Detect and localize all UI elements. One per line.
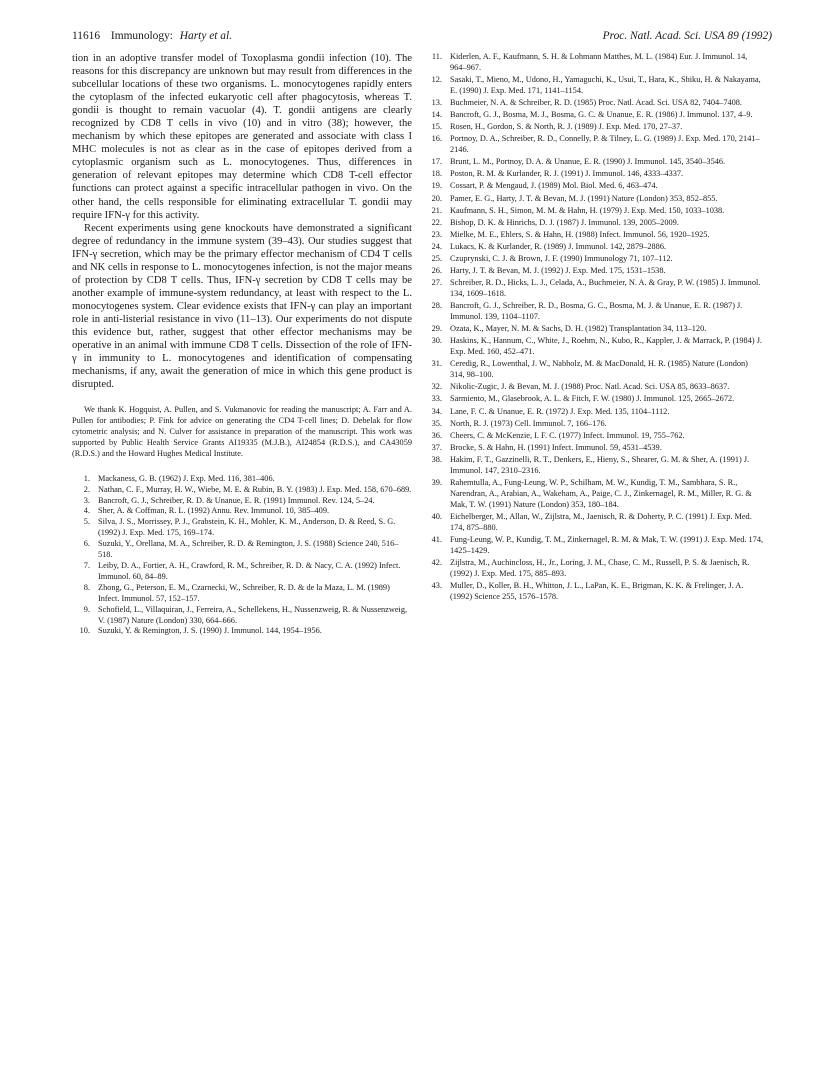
reference-item (424, 254, 764, 265)
reference-number: 43. (431, 580, 442, 590)
journal-citation: Proc. Natl. Acad. Sci. USA 89 (1992) (602, 30, 772, 42)
reference-item (424, 394, 764, 405)
reference-item (424, 419, 764, 430)
reference-item (424, 181, 764, 192)
reference-text: Kaufmann, S. H., Simon, M. M. & Hahn, H. (1979) J. Exp. Med. 150, 1033–1038. (450, 205, 725, 215)
page-number: 11616 (72, 30, 101, 42)
reference-text: Muller, D., Koller, B. H., Whitton, J. L., LaPan, K. E., Brigman, K. K. & Frelinger, J. A. (1992) Science 255, 1576–1578. (450, 580, 744, 601)
reference-text: Lukacs, K. & Kurlander, R. (1989) J. Immunol. 142, 2879–2886. (450, 241, 667, 251)
left-column (72, 52, 412, 637)
reference-item (424, 134, 764, 156)
reference-number: 18. (431, 169, 442, 179)
reference-item (424, 558, 764, 580)
right-column-references (424, 52, 764, 604)
reference-number: 35. (431, 418, 442, 428)
reference-text: Schreiber, R. D., Hicks, L. J., Celada, A., Buchmeier, N. A. & Gray, P. W. (1985) J. Immunol. 134, 1609–1618. (450, 278, 761, 299)
reference-number: 9. (83, 604, 90, 614)
reference-number: 21. (431, 205, 442, 215)
reference-text: Cheers, C. & McKenzie, I. F. C. (1977) Infect. Immunol. 19, 755–762. (450, 430, 685, 440)
reference-number: 16. (431, 134, 442, 144)
reference-number: 29. (431, 324, 442, 334)
reference-item (424, 382, 764, 393)
reference-item (72, 506, 412, 517)
reference-item (424, 242, 764, 253)
reference-item (424, 478, 764, 511)
reference-text: Nathan, C. F., Murray, H. W., Wiebe, M. E. & Rubin, B. Y. (1983) J. Exp. Med. 158, 670–689. (98, 484, 412, 494)
reference-number: 32. (431, 382, 442, 392)
reference-number: 14. (431, 110, 442, 120)
reference-text: Czuprynski, C. J. & Brown, J. F. (1990) Immunology 71, 107–112. (450, 254, 673, 264)
reference-text: Sher, A. & Coffman, R. L. (1992) Annu. Rev. Immunol. 10, 385–409. (98, 506, 330, 516)
reference-text: Bishop, D. K. & Hinrichs, D. J. (1987) J. Immunol. 139, 2005–2009. (450, 217, 679, 227)
reference-item (424, 206, 764, 217)
reference-item (424, 75, 764, 97)
reference-item (424, 336, 764, 358)
reference-item (72, 474, 412, 485)
reference-number: 24. (431, 241, 442, 251)
reference-text: Cossart, P. & Mengaud, J. (1989) Mol. Biol. Med. 6, 463–474. (450, 181, 658, 191)
reference-number: 20. (431, 193, 442, 203)
reference-number: 40. (431, 511, 442, 521)
reference-text: Bancroft, G. J., Bosma, M. J., Bosma, G. C. & Unanue, E. R. (1986) J. Immunol. 137, 4–9. (450, 110, 753, 120)
section-label: Immunology: (110, 30, 173, 42)
reference-number: 28. (431, 301, 442, 311)
reference-number: 31. (431, 359, 442, 369)
reference-item (72, 517, 412, 539)
reference-text: Zhong, G., Peterson, E. M., Czarnecki, W., Schreiber, R. D. & de la Maza, L. M. (1989) Infect. Immunol. 57, 152–157. (98, 582, 390, 603)
reference-text: Sarmiento, M., Glasebrook, A. L. & Fitch, F. W. (1980) J. Immunol. 125, 2665–2672. (450, 394, 735, 404)
reference-item (424, 407, 764, 418)
reference-item (424, 535, 764, 557)
reference-text: Mielke, M. E., Ehlers, S. & Hahn, H. (1988) Infect. Immunol. 56, 1920–1925. (450, 229, 710, 239)
reference-text: Poston, R. M. & Kurlander, R. J. (1991) J. Immunol. 146, 4333–4337. (450, 169, 684, 179)
reference-item (72, 485, 412, 496)
reference-number: 15. (431, 122, 442, 132)
reference-text: Rahemtulla, A., Fung-Leung, W. P., Schilham, M. W., Kundig, T. M., Sambhara, S. R., Narendran, A., Arabian, A., Wakeham, A., Paige, C. J., Zinkernagel, R. M., Miller, R. G. & Mak, T. W. (1991) Nature (London) 353, 180–184. (450, 477, 752, 509)
reference-text: Ozata, K., Mayer, N. M. & Sachs, D. H. (1982) Transplantation 34, 113–120. (450, 324, 707, 334)
reference-number: 33. (431, 394, 442, 404)
reference-text: Suzuki, Y. & Remington, J. S. (1990) J. Immunol. 144, 1954–1956. (98, 626, 322, 636)
reference-list-left (72, 474, 412, 638)
reference-text: Fung-Leung, W. P., Kundig, T. M., Zinkernagel, R. M. & Mak, T. W. (1991) J. Exp. Med. 174, 1425–1429. (450, 534, 764, 555)
reference-item (424, 98, 764, 109)
reference-number: 6. (83, 539, 90, 549)
reference-item (72, 626, 412, 637)
reference-text: Buchmeier, N. A. & Schreiber, R. D. (1985) Proc. Natl. Acad. Sci. USA 82, 7404–7408. (450, 98, 742, 107)
reference-number: 5. (83, 517, 90, 527)
reference-text: Nikolic-Zugic, J. & Bevan, M. J. (1988) Proc. Natl. Acad. Sci. USA 85, 8633–8637. (450, 382, 730, 392)
reference-item (424, 230, 764, 241)
reference-text: Suzuki, Y., Orellana, M. A., Schreiber, R. D. & Remington, J. S. (1988) Science 240, 516–518. (98, 539, 399, 560)
reference-text: Brunt, L. M., Portnoy, D. A. & Unanue, E. R. (1990) J. Immunol. 145, 3540–3546. (450, 157, 726, 167)
reference-item (424, 581, 764, 603)
body-paragraph-1: tion in an adoptive transfer model of Toxoplasma gondii infection (10). The reasons for this discrepancy are unknown but may result from differences in the subcellular locations of these two organisms. L. monocytogenes rapidly enters the cytoplasm of the infected eukaryotic cell after phagocytosis, whereas T. gondii is thought to remain vacuolar (4). T. gondii antigens are clearly recognized by CD8 T cells in vivo (10) and in vitro (38); however, the mechanism by which these epitopes are generated and associate with class I MHC molecules is not as clear as in the case of epitopes derived from a cytoplasmic organism such as L. monocytogenes. Thus, differences in generation of relevant epitopes may determine which CD8 T-cell effector functions can protect against a specific intracellular pathogen in vivo. On the other hand, the cells responsible for eliminating extracellular T. gondii may require IFN-γ for this activity. (72, 53, 412, 221)
reference-text: Eichelberger, M., Allan, W., Zijlstra, M., Jaenisch, R. & Doherty, P. C. (1991) J. Exp. Med. 174, 875–880. (450, 511, 752, 532)
reference-item (72, 561, 412, 583)
reference-item (72, 539, 412, 561)
reference-number: 42. (431, 557, 442, 567)
reference-item (424, 301, 764, 323)
reference-text: Zijlstra, M., Auchincloss, H., Jr., Loring, J. M., Chase, C. M., Russell, P. S. & Jaenisch, R. (1992) J. Exp. Med. 175, 885–893. (450, 557, 750, 578)
reference-text: Mackaness, G. B. (1962) J. Exp. Med. 116, 381–406. (98, 473, 275, 483)
reference-text: Leiby, D. A., Fortier, A. H., Crawford, R. M., Schreiber, R. D. & Nacy, C. A. (1992) Infect. Immunol. 60, 84–89. (98, 561, 401, 581)
reference-item (424, 324, 764, 335)
reference-item (424, 266, 764, 277)
reference-text: Pamer, E. G., Harty, J. T. & Bevan, M. J. (1991) Nature (London) 353, 852–855. (450, 193, 718, 203)
reference-number: 3. (83, 495, 90, 505)
reference-text: Brocke, S. & Hahn, H. (1991) Infect. Immunol. 59, 4531–4539. (450, 442, 662, 452)
reference-text: North, R. J. (1973) Cell. Immunol. 7, 166–176. (450, 418, 607, 428)
reference-text: Lane, F. C. & Unanue, E. R. (1972) J. Exp. Med. 135, 1104–1112. (450, 406, 670, 416)
reference-item (424, 359, 764, 381)
reference-number: 22. (431, 217, 442, 227)
reference-number: 4. (83, 506, 90, 516)
reference-number: 17. (431, 157, 442, 167)
body-paragraph-2: Recent experiments using gene knockouts have demonstrated a significant degree of redundancy in the immune system (39–43). Our studies suggest that IFN-γ secretion, which may be the primary effector mechanism of CD4 T cells and NK cells in response to L. monocytogenes infection, is not the major means of protection by CD8 T cells. Thus, IFN-γ secretion by CD8 T cells may be another example of immune-system redundancy, at least with respect to the L. monocytogenes system. Clear evidence exists that IFN-γ can play an important role in anti-listerial resistance in vivo (11–13). Our experiments do not dispute this evidence but, rather, suggest that other effector mechanisms may be operative in an animal with immune CD8 T cells. Dissection of the role of IFN-γ in immunity to L. monocytogenes and identification of compensating mechanisms, if any, await the generation of mice in which this gene product is disrupted. (72, 222, 412, 391)
reference-item (424, 512, 764, 534)
reference-item (72, 605, 412, 627)
reference-item (424, 455, 764, 477)
reference-number: 25. (431, 254, 442, 264)
reference-item (424, 122, 764, 133)
reference-text: Silva, J. S., Morrissey, P. J., Grabstein, K. H., Mohler, K. M., Anderson, D. & Reed, S. G. (1992) J. Exp. Med. 175, 169–174. (98, 517, 396, 538)
reference-text: Portnoy, D. A., Schreiber, R. D., Connelly, P. & Tilney, L. G. (1989) J. Exp. Med. 170, 2141–2146. (450, 134, 760, 155)
reference-item (424, 194, 764, 205)
reference-number: 13. (431, 98, 442, 107)
reference-text: Kiderlen, A. F., Kaufmann, S. H. & Lohmann Matthes, M. L. (1984) Eur. J. Immunol. 14, 964–967. (450, 52, 748, 72)
reference-number: 11. (431, 52, 442, 61)
acknowledgments: We thank K. Hogquist, A. Pullen, and S. Vukmanovic for reading the manuscript; A. Farr and A. Pullen for antibodies; P. Fink for advice on generating the CD4 T-cell lines; D. Debelak for flow cytometric analysis; and N. Culver for assistance in preparation of the manuscript. This work was supported by Public Health Service Grants AI19335 (M.J.B.), AI24854 (R.D.S.), and CA43059 (R.D.S.) and the Howard Hughes Medical Institute. (72, 405, 412, 458)
reference-text: Ceredig, R., Lowenthal, J. W., Nabholz, M. & MacDonald, H. R. (1985) Nature (London) 314, 98–100. (450, 359, 748, 380)
reference-number: 36. (431, 430, 442, 440)
reference-number: 38. (431, 454, 442, 464)
reference-number: 26. (431, 266, 442, 276)
reference-item (424, 169, 764, 180)
reference-number: 19. (431, 181, 442, 191)
reference-number: 12. (431, 75, 442, 84)
reference-item (424, 52, 764, 74)
reference-number: 34. (431, 406, 442, 416)
header-left (72, 28, 232, 44)
reference-text: Bancroft, G. J., Schreiber, R. D., Bosma, G. C., Bosma, M. J. & Unanue, E. R. (1987) J. Immunol. 139, 1104–1107. (450, 301, 743, 322)
reference-number: 1. (83, 473, 90, 483)
reference-number: 8. (83, 582, 90, 592)
reference-item (72, 583, 412, 605)
reference-number: 39. (431, 477, 442, 487)
reference-text: Haskins, K., Hannum, C., White, J., Roehm, N., Kubo, R., Kappler, J. & Marrack, P. (1984) J. Exp. Med. 160, 452–471. (450, 336, 762, 357)
reference-number: 23. (431, 229, 442, 239)
header-authors: Harty et al. (179, 30, 232, 42)
reference-item (72, 496, 412, 507)
reference-item (424, 218, 764, 229)
reference-item (424, 110, 764, 121)
reference-number: 2. (83, 484, 90, 494)
reference-text: Sasaki, T., Mieno, M., Udono, H., Yamaguchi, K., Usui, T., Hara, K., Shiku, H. & Nakayama, E. (1990) J. Exp. Med. 171, 1141–1154. (450, 75, 761, 95)
reference-item (424, 157, 764, 168)
running-header (72, 28, 772, 44)
reference-number: 7. (83, 561, 90, 570)
reference-text: Schofield, L., Villaquiran, J., Ferreira, A., Schellekens, H., Nussenzweig, R. & Nussenzweig, V. (1987) Nature (London) 330, 664–666. (98, 604, 408, 625)
reference-text: Harty, J. T. & Bevan, M. J. (1992) J. Exp. Med. 175, 1531–1538. (450, 266, 666, 276)
reference-text: Rosen, H., Gordon, S. & North, R. J. (1989) J. Exp. Med. 170, 27–37. (450, 122, 683, 132)
reference-text: Bancroft, G. J., Schreiber, R. D. & Unanue, E. R. (1991) Immunol. Rev. 124, 5–24. (98, 495, 375, 505)
reference-number: 30. (431, 336, 442, 346)
reference-item (424, 443, 764, 454)
reference-number: 37. (431, 442, 442, 452)
reference-item (424, 431, 764, 442)
reference-number: 10. (79, 626, 90, 636)
reference-text: Hakim, F. T., Gazzinelli, R. T., Denkers, E., Hieny, S., Shearer, G. M. & Sher, A. (1991) J. Immunol. 147, 2310–2316. (450, 454, 750, 475)
reference-item (424, 278, 764, 300)
reference-number: 27. (431, 278, 442, 288)
reference-number: 41. (431, 534, 442, 544)
